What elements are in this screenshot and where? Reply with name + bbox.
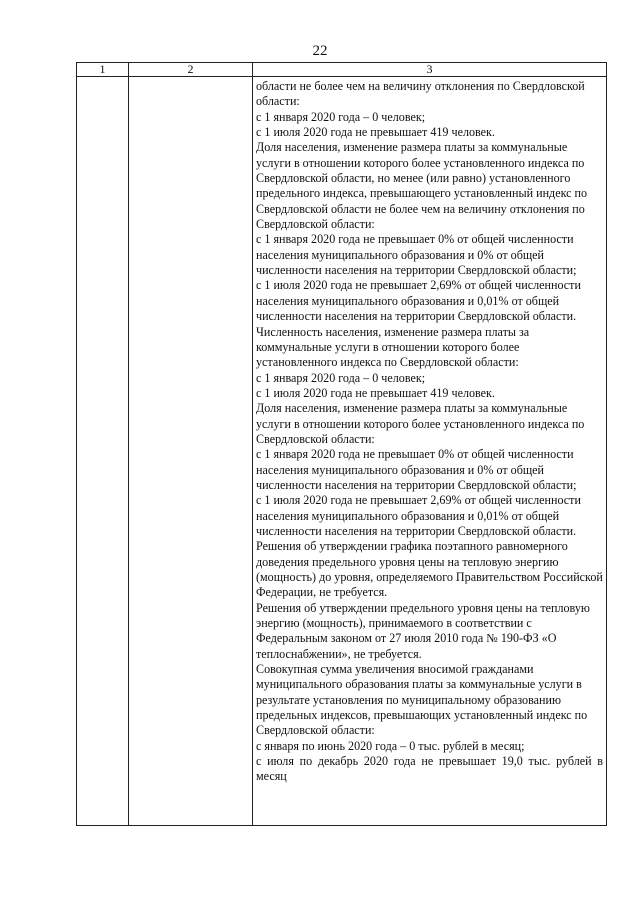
paragraph: Доля населения, изменение размера платы за коммунальные услуги в отношении которого более установленного индекса по Свердловской области, но менее (или равно) установленного предельного индекса, превышающего установленный индекс по Свердловской области не более чем на величину отклонения по Свердловской области:: [256, 140, 588, 232]
paragraph: Доля населения, изменение размера платы за коммунальные услуги в отношении которого более установленного индекса по Свердловской области:: [256, 401, 585, 446]
paragraph: с 1 июля 2020 года не превышает 2,69% от общей численности населения муниципального образования и 0,01% от общей численности населения на территории Свердловской области.: [256, 493, 581, 538]
column-header-3: 3: [253, 63, 607, 77]
page-number: 22: [312, 43, 328, 59]
column-header-2: 2: [129, 63, 253, 77]
paragraph: с июля по декабрь 2020 года не превышает 19,0 тыс. рублей в месяц: [256, 754, 603, 784]
paragraph: с 1 января 2020 года не превышает 0% от общей численности населения муниципального образования и 0% от общей численности населения на территории Свердловской области;: [256, 447, 577, 492]
paragraph: с 1 июля 2020 года не превышает 419 человек.: [256, 385, 495, 400]
table-cell-col1: [77, 77, 129, 826]
paragraph: Решения об утверждении предельного уровня цены на тепловую энергию (мощность), принимаемого в соответствии с Федеральным законом от 27 июля 2010 года № 190-ФЗ «О теплоснабжении», не требуется.: [256, 600, 590, 661]
paragraph: с 1 июля 2020 года не превышает 419 человек.: [256, 125, 495, 140]
table-row: [77, 77, 607, 826]
table-cell-col3: [253, 77, 607, 826]
paragraph: Численность населения, изменение размера платы за коммунальные услуги в отношении которого более установленного индекса по Свердловской области:: [256, 324, 530, 370]
paragraph: с 1 июля 2020 года не превышает 2,69% от общей численности населения муниципального образования и 0,01% от общей численности населения на территории Свердловской области.: [256, 278, 581, 324]
paragraph: с 1 января 2020 года не превышает 0% от общей численности населения муниципального образования и 0% от общей численности населения на территории Свердловской области;: [256, 232, 577, 278]
column-header-1: 1: [77, 63, 129, 77]
paragraph: с 1 января 2020 года – 0 человек;: [256, 370, 426, 385]
paragraph: с 1 января 2020 года – 0 человек;: [256, 109, 426, 124]
table-header-row: [77, 63, 607, 77]
content-table: [76, 62, 607, 826]
table-cell-col2: [129, 77, 253, 826]
paragraph: области не более чем на величину отклонения по Свердловской области:: [256, 79, 585, 109]
paragraph: Совокупная сумма увеличения вносимой гражданами муниципального образования платы за коммунальные услуги в результате установления по муниципальному образованию предельных индексов, превышающих установленный индекс по Свердловской области:: [256, 662, 588, 738]
paragraph: с января по июнь 2020 года – 0 тыс. рублей в месяц;: [256, 738, 525, 753]
paragraph: Решения об утверждении графика поэтапного равномерного доведения предельного уровня цены на тепловую энергию (мощность) до уровня, определяемого Правительством Российской Федерации, не требуется.: [256, 539, 603, 600]
